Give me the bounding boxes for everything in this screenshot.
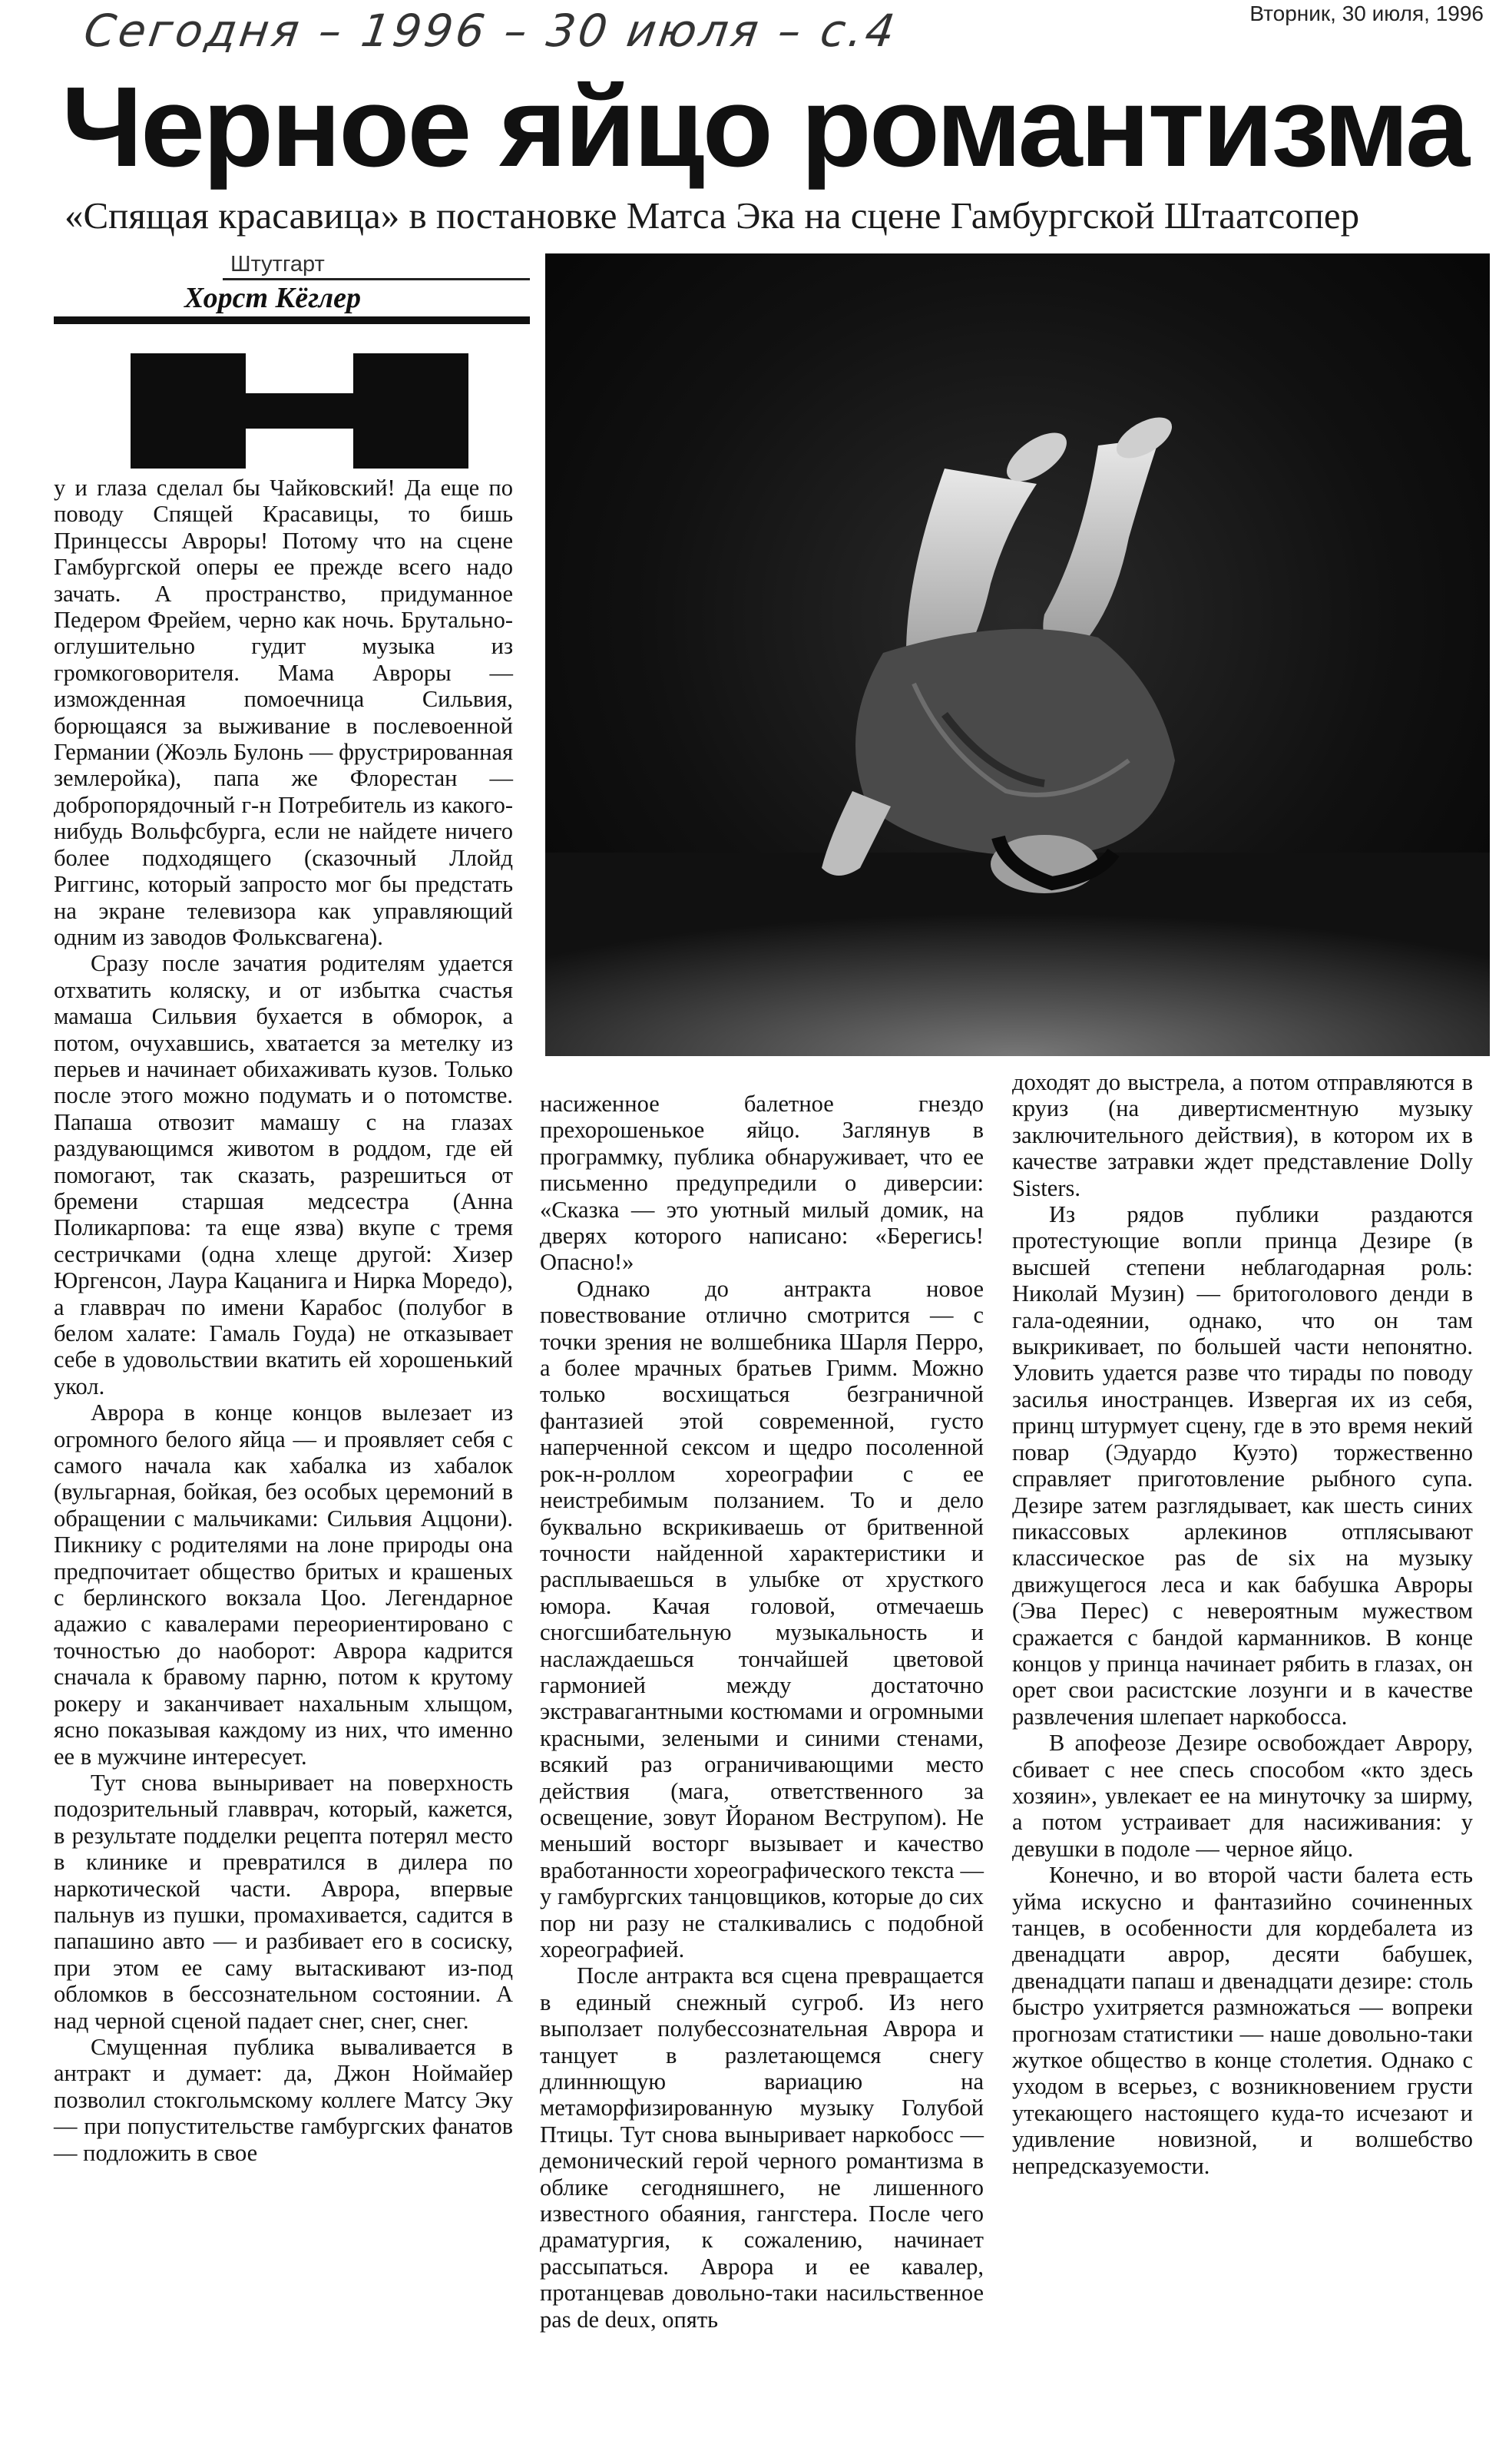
paragraph: В апофеозе Дезире освобождает Аврору, сбивает с нее спесь способом «кто здесь хозяин», увлекает ее на минуточку за ширму, а потом устраивает для насиживания: у девушки в подоле — черное яйцо.	[1012, 1730, 1473, 1862]
handwritten-note: Сегодня – 1996 – 30 июля – с.4	[81, 5, 902, 57]
paragraph: Из рядов публики раздаются протестующие вопли принца Дезире (в высшей степени неблагодарная роль: Николай Музин) — бритоголового денди в гала-одеянии, однако, что он там выкрикивает, по большей части непонятно. Уловить удается разве что тирады по поводу засилья иностранцев. Извергая их из себя, принц штурмует сцену, где в это время некий повар (Эдуардо Куэто) торжественно справляет приготовление рыбного супа. Дезире затем разглядывает, как шесть синих пикассовых арлекинов отплясывают классическое pas de six на музыку движущегося леса и как бабушка Авроры (Эва Перес) с невероятным мужеством сражается с бандой карманников. В конце концов у принца начинает рябить в глазах, он орет свои расистские лозунги и в качестве развлечения шлепает наркобосса.	[1012, 1201, 1473, 1730]
author-name: Хорст Кёглер	[184, 282, 362, 314]
paragraph: Аврора в конце концов вылезает из огромного белого яйца — и проявляет себя с самого начала как хабалка из хабалок (вульгарная, бойкая, без особых церемоний в обращении с мальчиками: Сильвия Аццони). Пикнику с родителями на лоне природы она предпочитает общество бритых и крашеных с берлинского вокзала Цоо. Легендарное адажио с кавалерами переориентировано с точностью до наоборот: Аврора кадрится сначала к бравому парню, потом к крутому рокеру и заканчивает нахальным хлыщом, ясно показывая каждому из них, что именно ее в мужчине интересует.	[54, 1399, 513, 1770]
article-column-2	[540, 1091, 984, 2462]
dancer-silhouette	[545, 253, 1490, 1056]
byline-rule-bottom	[54, 316, 530, 324]
dateline: Вторник, 30 июля, 1996	[1249, 2, 1484, 25]
article-column-1	[54, 475, 513, 2460]
dropcap-letter	[131, 353, 468, 469]
byline-rule-top	[223, 278, 530, 280]
paragraph: После антракта вся сцена превращается в единый снежный сугроб. Из него выползает полубессознательная Аврора и танцует в разлетающемся снегу длиннющую вариацию на метаморфизированную музыку Голубой Птицы. Тут снова выныривает наркобосс — демонический герой черного романтизма в облике сегодняшнего, не лишенного известного обаяния, гангстера. После чего драматургия, к сожалению, начинает рассыпаться. Аврора и ее кавалер, протанцевав довольно-таки насильственное pas de deux, опять	[540, 1962, 984, 2333]
headline: Черное яйцо романтизма	[61, 64, 1468, 190]
paragraph: доходят до выстрела, а потом отправляются в круиз (на дивертисментную музыку заключительного действия), в котором их в качестве затравки ждет представление Dolly Sisters.	[1012, 1069, 1473, 1201]
dancer-photo	[545, 253, 1490, 1056]
city-label: Штутгарт	[230, 252, 325, 277]
paragraph: у и глаза сделал бы Чайковский! Да еще по поводу Спящей Красавицы, то бишь Принцессы Авроры! Потому что на сцене Гамбургской оперы ее прежде всего надо зачать. А пространство, придуманное Педером Фрейем, черно как ночь. Брутально-оглушительно гудит музыка из громкоговорителя. Мама Авроры — изможденная помоечница Сильвия, борющаяся за выживание в послевоенной Германии (Жоэль Булонь — фрустрированная землеройка), папа же Флорестан — добропорядочный г-н Потребитель из какого-нибудь Вольфсбурга, если не найдете ничего более подходящего (сказочный Ллойд Риггинс, который запросто мог бы предстать на экране телевизора как управляющий одним из заводов Фольксвагена).	[54, 475, 513, 950]
paragraph: Тут снова выныривает на поверхность подозрительный главврач, который, кажется, в результате подделки рецепта потерял место в клинике и превратился в дилера по наркотической части. Аврора, впервые пальнув из пушки, промахивается, садится в папашино авто — и разбивает его в сосиску, при этом ее саму вытаскивают из-под обломков в бессознательном состоянии. А над черной сценой падает снег, снег, снег.	[54, 1769, 513, 2034]
subhead: «Спящая красавица» в постановке Матса Эка на сцене Гамбургской Штаатсопер	[65, 194, 1360, 237]
paragraph: Конечно, и во второй части балета есть уйма искусно и фантазийно сочиненных танцев, в особенности для кордебалета из двенадцати аврор, десяти бабушек, двенадцати папаш и двенадцати дезире: столь быстро ухитряется размножаться — вопреки прогнозам статистики — наше довольно-таки жуткое общество в конце столетия. Однако с уходом в всерьез, с возникновением грусти утекающего настоящего куда-то исчезают и удивление новизной, и волшебство непредсказуемости.	[1012, 1862, 1473, 2179]
article-column-3	[1012, 1069, 1473, 2459]
paragraph: насиженное балетное гнездо прехорошенькое яйцо. Заглянув в программку, публика обнаруживает, что ее письменно предупредили о диверсии: «Сказка — это уютный милый домик, на дверях которого написано: «Берегись! Опасно!»	[540, 1091, 984, 1276]
paragraph: Сразу после зачатия родителям удается отхватить коляску, и от избытка счастья мамаша Сильвия бухается в обморок, а потом, очухавшись, хватается за метелку из перьев и начинает обихаживать кузов. Только после этого можно подумать и о потомстве. Папаша отвозит мамашу с на глазах раздувающимся животом в роддом, где ей помогают, так сказать, разрешиться от бремени старшая медсестра (Анна Поликарпова: та еще язва) вкупе с тремя сестричками (одна хлеще другой: Хизер Юргенсон, Лаура Кацанига и Нирка Моредо), а главврач по имени Карабос (полубог в белом халате: Гамаль Гоуда) не отказывает себе в удовольствии вкатить ей хорошенький укол.	[54, 950, 513, 1399]
paragraph: Смущенная публика вываливается в антракт и думает: да, Джон Ноймайер позволил стокгольмскому коллеге Матсу Эку — при попустительстве гамбургских фанатов — подложить в свое	[54, 2033, 513, 2166]
paragraph: Однако до антракта новое повествование отлично смотрится — с точки зрения не волшебника Шарля Перро, а более мрачных братьев Гримм. Можно только восхищаться безграничной фантазией этой современной, густо наперченной сексом и щедро посоленной рок-н-роллом хореографии с ее неистребимым ползанием. То и дело буквально вскрикиваешь от бритвенной точности найденной характеристики и расплываешься в улыбке от хрусткого юмора. Качая головой, отмечаешь сногсшибательную музыкальность и наслаждаешься тончайшей цветовой гармонией между достаточно экстравагантными костюмами и огромными красными, зелеными и синими стенами, всякий раз ограничивающими место действия (мага, ответственного за освещение, зовут Йораном Веструпом). Не меньший восторг вызывает и качество вработанности хореографического текста — у гамбургских танцовщиков, которые до сих пор ни разу не сталкивались с подобной хореографией.	[540, 1275, 984, 1962]
